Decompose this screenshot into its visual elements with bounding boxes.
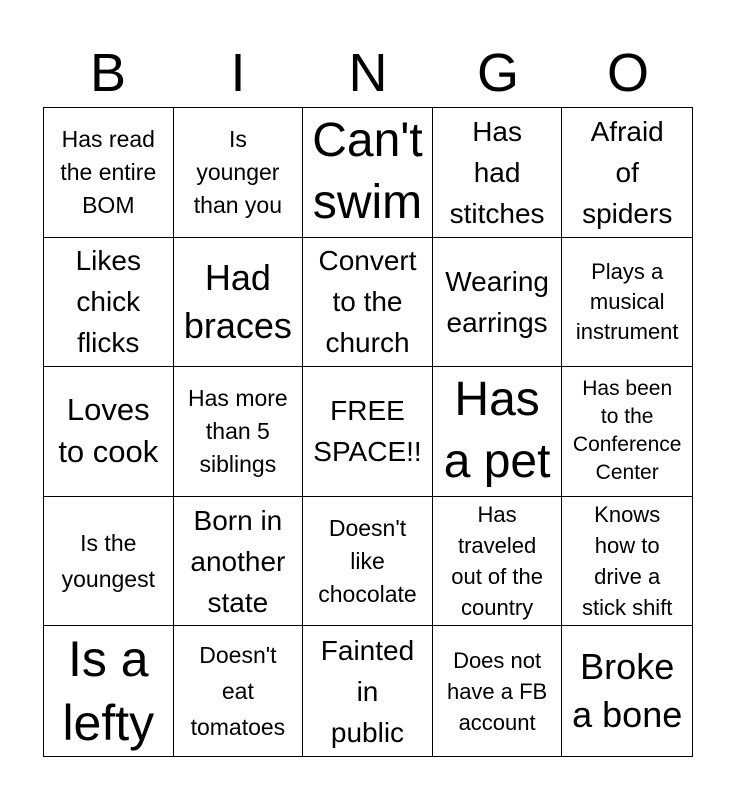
- cell-text: Can't swim: [312, 114, 423, 230]
- cell-text: Loves to cook: [58, 392, 159, 470]
- header-letter-o: O: [606, 43, 649, 103]
- cell-text: Afraid of spiders: [582, 115, 673, 229]
- bingo-cell-r1c5[interactable]: [562, 108, 692, 238]
- cell-text: Has traveled out of the country: [451, 502, 543, 621]
- bingo-cell-r1c2[interactable]: [174, 108, 304, 238]
- bingo-cell-r2c5[interactable]: [562, 238, 692, 368]
- bingo-cell-r4c2[interactable]: [174, 497, 304, 627]
- cell-text: Likes chick flicks: [75, 245, 141, 359]
- bingo-cell-r2c1[interactable]: [44, 238, 174, 368]
- cell-text: Convert to the church: [318, 245, 417, 359]
- cell-text free-space: FREE SPACE!!: [313, 395, 422, 468]
- bingo-cell-r3c3[interactable]: [303, 367, 433, 497]
- bingo-cell-r5c3[interactable]: [303, 626, 433, 756]
- bingo-cell-r2c2[interactable]: [174, 238, 304, 368]
- cell-text: Has been to the Conference Center: [572, 377, 682, 485]
- cell-text: Is younger than you: [193, 125, 283, 218]
- bingo-cell-r5c2[interactable]: [174, 626, 304, 756]
- bingo-cell-r5c5[interactable]: [562, 626, 692, 756]
- cell-text: Knows how to drive a stick shift: [581, 502, 673, 621]
- cell-text: Has read the entire BOM: [60, 125, 157, 218]
- bingo-cell-r1c1[interactable]: [44, 108, 174, 238]
- cell-text: Is a lefty: [62, 631, 155, 752]
- header-letter-b: B: [89, 43, 127, 103]
- cell-text: Doesn't eat tomatoes: [190, 642, 286, 741]
- bingo-cell-r1c3[interactable]: [303, 108, 433, 238]
- cell-text: Has more than 5 siblings: [188, 384, 288, 477]
- bingo-board: [43, 107, 693, 757]
- cell-text: Doesn't like chocolate: [318, 514, 417, 607]
- bingo-cell-r1c4[interactable]: [433, 108, 563, 238]
- bingo-cell-r3c2[interactable]: [174, 367, 304, 497]
- bingo-cell-r5c1[interactable]: [44, 626, 174, 756]
- cell-text: Does not have a FB account: [446, 647, 548, 735]
- bingo-cell-r3c5[interactable]: [562, 367, 692, 497]
- cell-text: Had braces: [183, 256, 292, 346]
- bingo-cell-r3c1[interactable]: [44, 367, 174, 497]
- bingo-header: [43, 40, 693, 106]
- header-letter-i: I: [230, 43, 246, 103]
- bingo-cell-r3c4[interactable]: [433, 367, 563, 497]
- cell-text: Broke a bone: [572, 646, 683, 736]
- header-letter-n: N: [348, 43, 388, 103]
- bingo-cell-r4c1[interactable]: [44, 497, 174, 627]
- bingo-cell-r4c3[interactable]: [303, 497, 433, 627]
- bingo-cell-r2c3[interactable]: [303, 238, 433, 368]
- bingo-cell-r4c5[interactable]: [562, 497, 692, 627]
- cell-text: Is the youngest: [61, 530, 155, 593]
- bingo-cell-r4c4[interactable]: [433, 497, 563, 627]
- cell-text: Plays a musical instrument: [575, 258, 679, 344]
- bingo-cell-r5c4[interactable]: [433, 626, 563, 756]
- cell-text: Has had stitches: [449, 115, 545, 229]
- cell-text: Born in another state: [190, 504, 286, 618]
- cell-text: Has a pet: [443, 373, 551, 489]
- cell-text: Fainted in public: [320, 634, 415, 748]
- header-letter-g: G: [476, 43, 519, 103]
- bingo-cell-r2c4[interactable]: [433, 238, 563, 368]
- cell-text: Wearing earrings: [445, 265, 549, 338]
